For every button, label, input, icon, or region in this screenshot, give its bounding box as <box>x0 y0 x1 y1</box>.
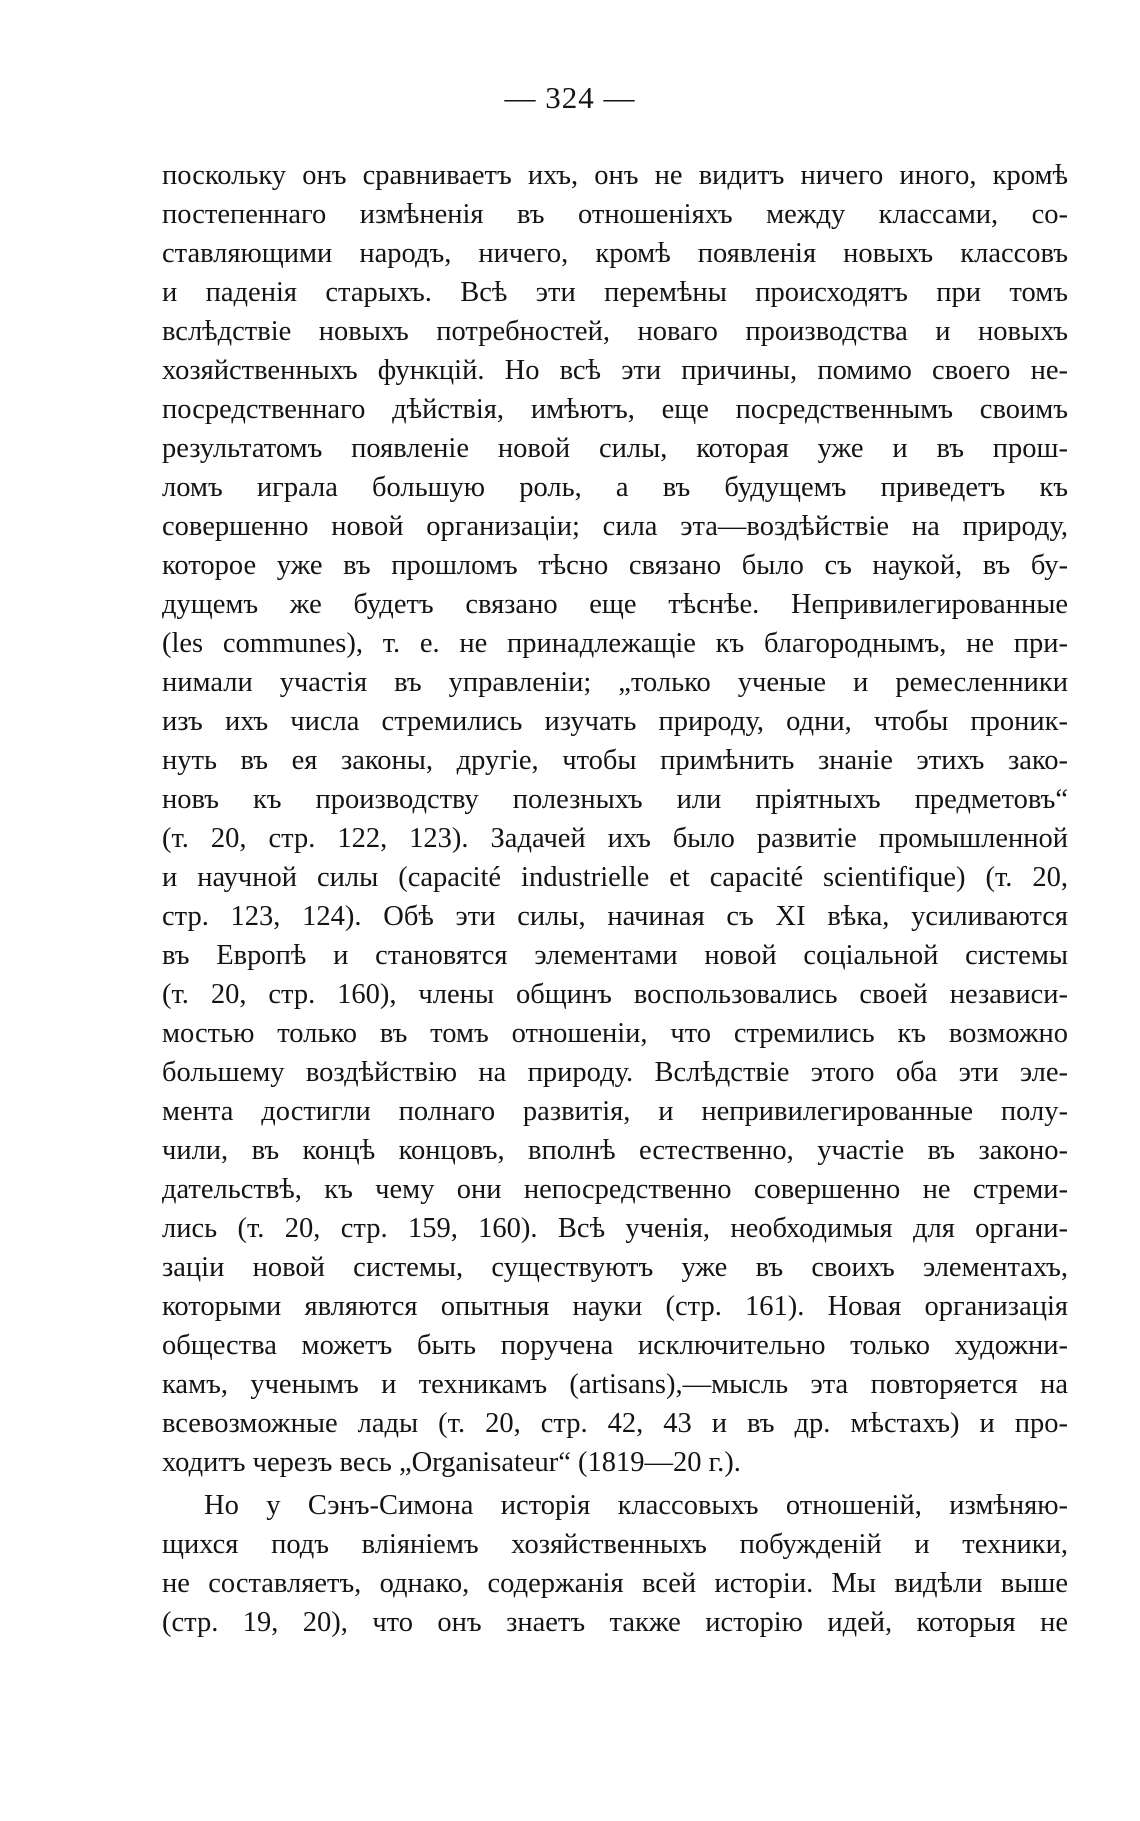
text-line: вслѣдствіе новыхъ потребностей, новаго производства и новыхъ <box>162 316 1068 347</box>
page-number: — 324 — <box>504 80 636 115</box>
text-line: и паденія старыхъ. Всѣ эти перемѣны происходятъ при томъ <box>162 277 1068 308</box>
text-line: большему воздѣйствію на природу. Вслѣдствіе этого оба эти эле- <box>162 1057 1068 1088</box>
text-line: новъ къ производству полезныхъ или пріятныхъ предметовъ“ <box>162 784 1068 815</box>
text-line: результатомъ появленіе новой силы, которая уже и въ прош- <box>162 433 1068 464</box>
text-line: изъ ихъ числа стремились изучать природу, одни, чтобы проник- <box>162 706 1068 737</box>
text-line: и научной силы (capacité industrielle et capacité scientifique) (т. 20, <box>162 862 1068 893</box>
text-line: лись (т. 20, стр. 159, 160). Всѣ ученія, необходимыя для органи- <box>162 1213 1068 1244</box>
text-line: щихся подъ вліяніемъ хозяйственныхъ побужденій и техники, <box>162 1529 1068 1560</box>
text-line: поскольку онъ сравниваетъ ихъ, онъ не видитъ ничего иного, кромѣ <box>162 160 1068 191</box>
text-line: (т. 20, стр. 160), члены общинъ воспользовались своей независи- <box>162 979 1068 1010</box>
text-line: заціи новой системы, существуютъ уже въ своихъ элементахъ, <box>162 1252 1068 1283</box>
text-line: не составляетъ, однако, содержанія всей исторіи. Мы видѣли выше <box>162 1568 1068 1599</box>
text-line: которое уже въ прошломъ тѣсно связано было съ наукой, въ бу- <box>162 550 1068 581</box>
body-text <box>162 156 1068 1642</box>
text-line: чили, въ концѣ концовъ, вполнѣ естественно, участіе въ законо- <box>162 1135 1068 1166</box>
text-line: Но у Сэнъ-Симона исторія классовыхъ отношеній, измѣняю- <box>204 1490 1068 1521</box>
text-line: постепеннаго измѣненія въ отношеніяхъ между классами, со- <box>162 199 1068 230</box>
text-line: мента достигли полнаго развитія, и непривилегированные полу- <box>162 1096 1068 1127</box>
text-line: мостью только въ томъ отношеніи, что стремились къ возможно <box>162 1018 1068 1049</box>
text-line: въ Европѣ и становятся элементами новой соціальной системы <box>162 940 1068 971</box>
text-line: ходитъ черезъ весь „Organisateur“ (1819—20 г.). <box>162 1447 741 1478</box>
text-line: всевозможные лады (т. 20, стр. 42, 43 и въ др. мѣстахъ) и про- <box>162 1408 1068 1439</box>
text-line: (т. 20, стр. 122, 123). Задачей ихъ было развитіе промышленной <box>162 823 1068 854</box>
text-line: (les communes), т. е. не принадлежащіе къ благороднымъ, не при- <box>162 628 1068 659</box>
text-line: которыми являются опытныя науки (стр. 161). Новая организація <box>162 1291 1068 1322</box>
text-line: дущемъ же будетъ связано еще тѣснѣе. Непривилегированные <box>162 589 1068 620</box>
paragraph <box>162 1486 1068 1642</box>
text-line: ставляющими народъ, ничего, кромѣ появленія новыхъ классовъ <box>162 238 1068 269</box>
text-line: посредственнаго дѣйствія, имѣютъ, еще посредственнымъ своимъ <box>162 394 1068 425</box>
text-line: нимали участія въ управленіи; „только ученые и ремесленники <box>162 667 1068 698</box>
paragraph <box>162 156 1068 1482</box>
text-line: дательствѣ, къ чему они непосредственно совершенно не стреми- <box>162 1174 1068 1205</box>
text-line: стр. 123, 124). Обѣ эти силы, начиная съ XI вѣка, усиливаются <box>162 901 1068 932</box>
text-line: (стр. 19, 20), что онъ знаетъ также исторію идей, которыя не <box>162 1607 1068 1638</box>
text-line: совершенно новой организаціи; сила эта—воздѣйствіе на природу, <box>162 511 1068 542</box>
text-line: нуть въ ея законы, другіе, чтобы примѣнить знаніе этихъ зако- <box>162 745 1068 776</box>
text-line: ломъ играла большую роль, а въ будущемъ приведетъ къ <box>162 472 1068 503</box>
text-line: общества можетъ быть поручена исключительно только художни- <box>162 1330 1068 1361</box>
text-line: камъ, ученымъ и техникамъ (artisans),—мысль эта повторяется на <box>162 1369 1068 1400</box>
text-line: хозяйственныхъ функцій. Но всѣ эти причины, помимо своего не- <box>162 355 1068 386</box>
